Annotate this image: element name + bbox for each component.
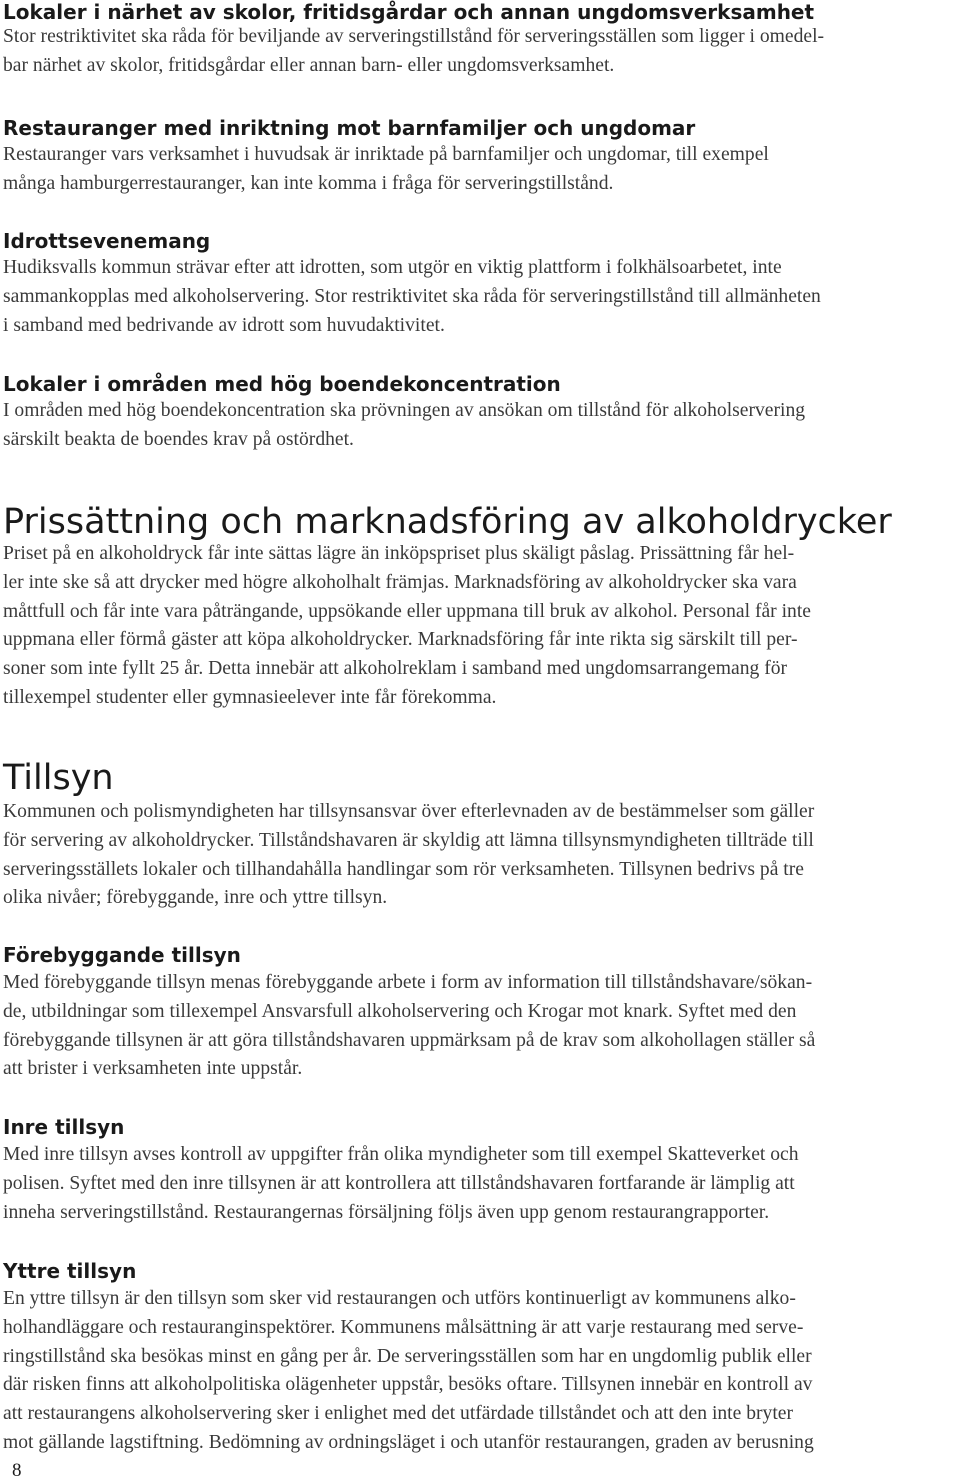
section-yttre-tillsyn <box>3 1257 958 1458</box>
paragraph-line: En yttre tillsyn är den tillsyn som sker vid restaurangen och utförs kontinuerligt av kommunens alko- <box>3 1288 796 1309</box>
section-heading: Förebyggande tillsyn <box>3 943 241 967</box>
section-inre-tillsyn <box>3 1113 958 1227</box>
section-paragraph <box>3 1285 958 1458</box>
section-paragraph <box>3 141 958 199</box>
section-paragraph <box>3 397 958 455</box>
paragraph-line: Restauranger vars verksamhet i huvudsak är inriktade på barnfamiljer och ungdomar, till exempel <box>3 144 769 165</box>
section-paragraph <box>3 254 958 340</box>
paragraph-line: uppmana eller förmå gäster att köpa alkoholdrycker. Marknadsföring får inte rikta sig särskilt till per- <box>3 629 798 651</box>
paragraph-line: ler inte ske så att drycker med högre alkoholhalt främjas. Marknadsföring av alkoholdrycker ska vara <box>3 571 797 593</box>
section-heading: Idrottsevenemang <box>3 229 211 253</box>
paragraph-line: tillexempel studenter eller gymnasieelever inte får förekomma. <box>3 686 497 708</box>
section-paragraph <box>3 969 958 1084</box>
paragraph-line: att brister i verksamheten inte uppstår. <box>3 1058 303 1080</box>
paragraph-line: serveringsställets lokaler och tillhandahålla handlingar som rör verksamheten. Tillsynen bedrivs på tre <box>3 858 804 880</box>
section-restauranger-barnfamiljer <box>3 114 958 199</box>
section-lokaler-skolor <box>3 0 958 81</box>
paragraph-line: polisen. Syftet med den inre tillsynen är att kontrollera att tillståndshavaren fortfarande är lämplig att <box>3 1172 795 1194</box>
paragraph-line: Med förebyggande tillsyn menas förebyggande arbete i form av information till tillståndshavare/sökan- <box>3 972 813 993</box>
section-forebyggande-tillsyn <box>3 941 958 1084</box>
paragraph-line: de, utbildningar som tillexempel Ansvarsfull alkoholservering och Krogar mot knark. Syftet med den <box>3 1000 797 1022</box>
paragraph-line: för servering av alkoholdrycker. Tillståndshavaren är skyldig att lämna tillsynsmyndigheten tillträde till <box>3 829 814 851</box>
section-title: Tillsyn <box>3 758 114 798</box>
paragraph-line: måttfull och får inte vara påträngande, uppsökande eller uppmana till bruk av alkohol. Personal får inte <box>3 600 811 622</box>
section-heading: Lokaler i närhet av skolor, fritidsgårdar och annan ungdomsverksamhet <box>3 0 815 24</box>
section-boendekoncentration <box>3 370 958 455</box>
paragraph-line: soner som inte fyllt 25 år. Detta innebär att alkoholreklam i samband med ungdomsarrangemang för <box>3 658 788 680</box>
paragraph-line: inneha serveringstillstånd. Restaurangernas försäljning följs även upp genom restaurangrapporter. <box>3 1201 770 1223</box>
paragraph-line: Stor restriktivitet ska råda för beviljande av serveringstillstånd för serveringsställen som ligger i omedel- <box>3 26 825 47</box>
section-paragraph <box>3 1141 958 1227</box>
paragraph-line: I områden med hög boendekoncentration ska prövningen av ansökan om tillstånd för alkoholservering <box>3 400 806 421</box>
paragraph-line: Med inre tillsyn avses kontroll av uppgifter från olika myndigheter som till exempel Skatteverket och <box>3 1144 799 1165</box>
section-heading: Inre tillsyn <box>3 1115 125 1139</box>
section-heading: Lokaler i områden med hög boendekoncentration <box>3 372 561 396</box>
paragraph-line: Priset på en alkoholdryck får inte sättas lägre än inköpspriset plus skäligt påslag. Prissättning får hel- <box>3 543 795 564</box>
section-heading: Restauranger med inriktning mot barnfamiljer och ungdomar <box>3 116 696 140</box>
paragraph-line: ringstillstånd ska besökas minst en gång per år. De serveringsställen som har en ungdomlig publik eller <box>3 1345 812 1367</box>
paragraph-line: många hamburgerrestauranger, kan inte komma i fråga för serveringstillstånd. <box>3 172 614 194</box>
paragraph-line: Hudiksvalls kommun strävar efter att idrotten, som utgör en viktig plattform i folkhälsoarbetet, inte <box>3 257 782 278</box>
section-tillsyn <box>3 756 958 913</box>
paragraph-line: bar närhet av skolor, fritidsgårdar eller annan barn- eller ungdomsverksamhet. <box>3 54 615 76</box>
paragraph-line: holhandläggare och restauranginspektörer. Kommunens målsättning är att varje restaurang med serve- <box>3 1316 804 1338</box>
section-heading: Yttre tillsyn <box>3 1259 137 1283</box>
section-prissattning <box>3 500 958 713</box>
paragraph-line: där risken finns att alkoholpolitiska olägenheter uppstår, besöks oftare. Tillsynen innebär en kontroll av <box>3 1374 813 1396</box>
paragraph-line: sammankopplas med alkoholservering. Stor restriktivitet ska råda för serveringstillstånd till allmänheten <box>3 285 821 307</box>
section-title: Prissättning och marknadsföring av alkoholdrycker <box>3 502 892 542</box>
paragraph-line: särskilt beakta de boendes krav på ostördhet. <box>3 428 354 450</box>
section-paragraph <box>3 540 958 713</box>
paragraph-line: i samband med bedrivande av idrott som huvudaktivitet. <box>3 314 445 336</box>
section-paragraph <box>3 798 958 913</box>
paragraph-line: Kommunen och polismyndigheten har tillsynsansvar över efterlevnaden av de bestämmelser som gäller <box>3 801 815 822</box>
paragraph-line: mot gällande lagstiftning. Bedömning av ordningsläget i och utanför restaurangen, graden av berusning <box>3 1431 814 1453</box>
section-idrottsevenemang <box>3 227 958 340</box>
paragraph-line: förebyggande tillsynen är att göra tillståndshavaren uppmärksam på de krav som alkohollagen ställer så <box>3 1029 816 1051</box>
paragraph-line: olika nivåer; förebyggande, inre och yttre tillsyn. <box>3 887 388 909</box>
paragraph-line: att restaurangens alkoholservering sker i enlighet med det utfärdade tillståndet och att den inte bryter <box>3 1403 794 1425</box>
page-number: 8 <box>12 1460 22 1481</box>
section-paragraph <box>3 23 958 81</box>
